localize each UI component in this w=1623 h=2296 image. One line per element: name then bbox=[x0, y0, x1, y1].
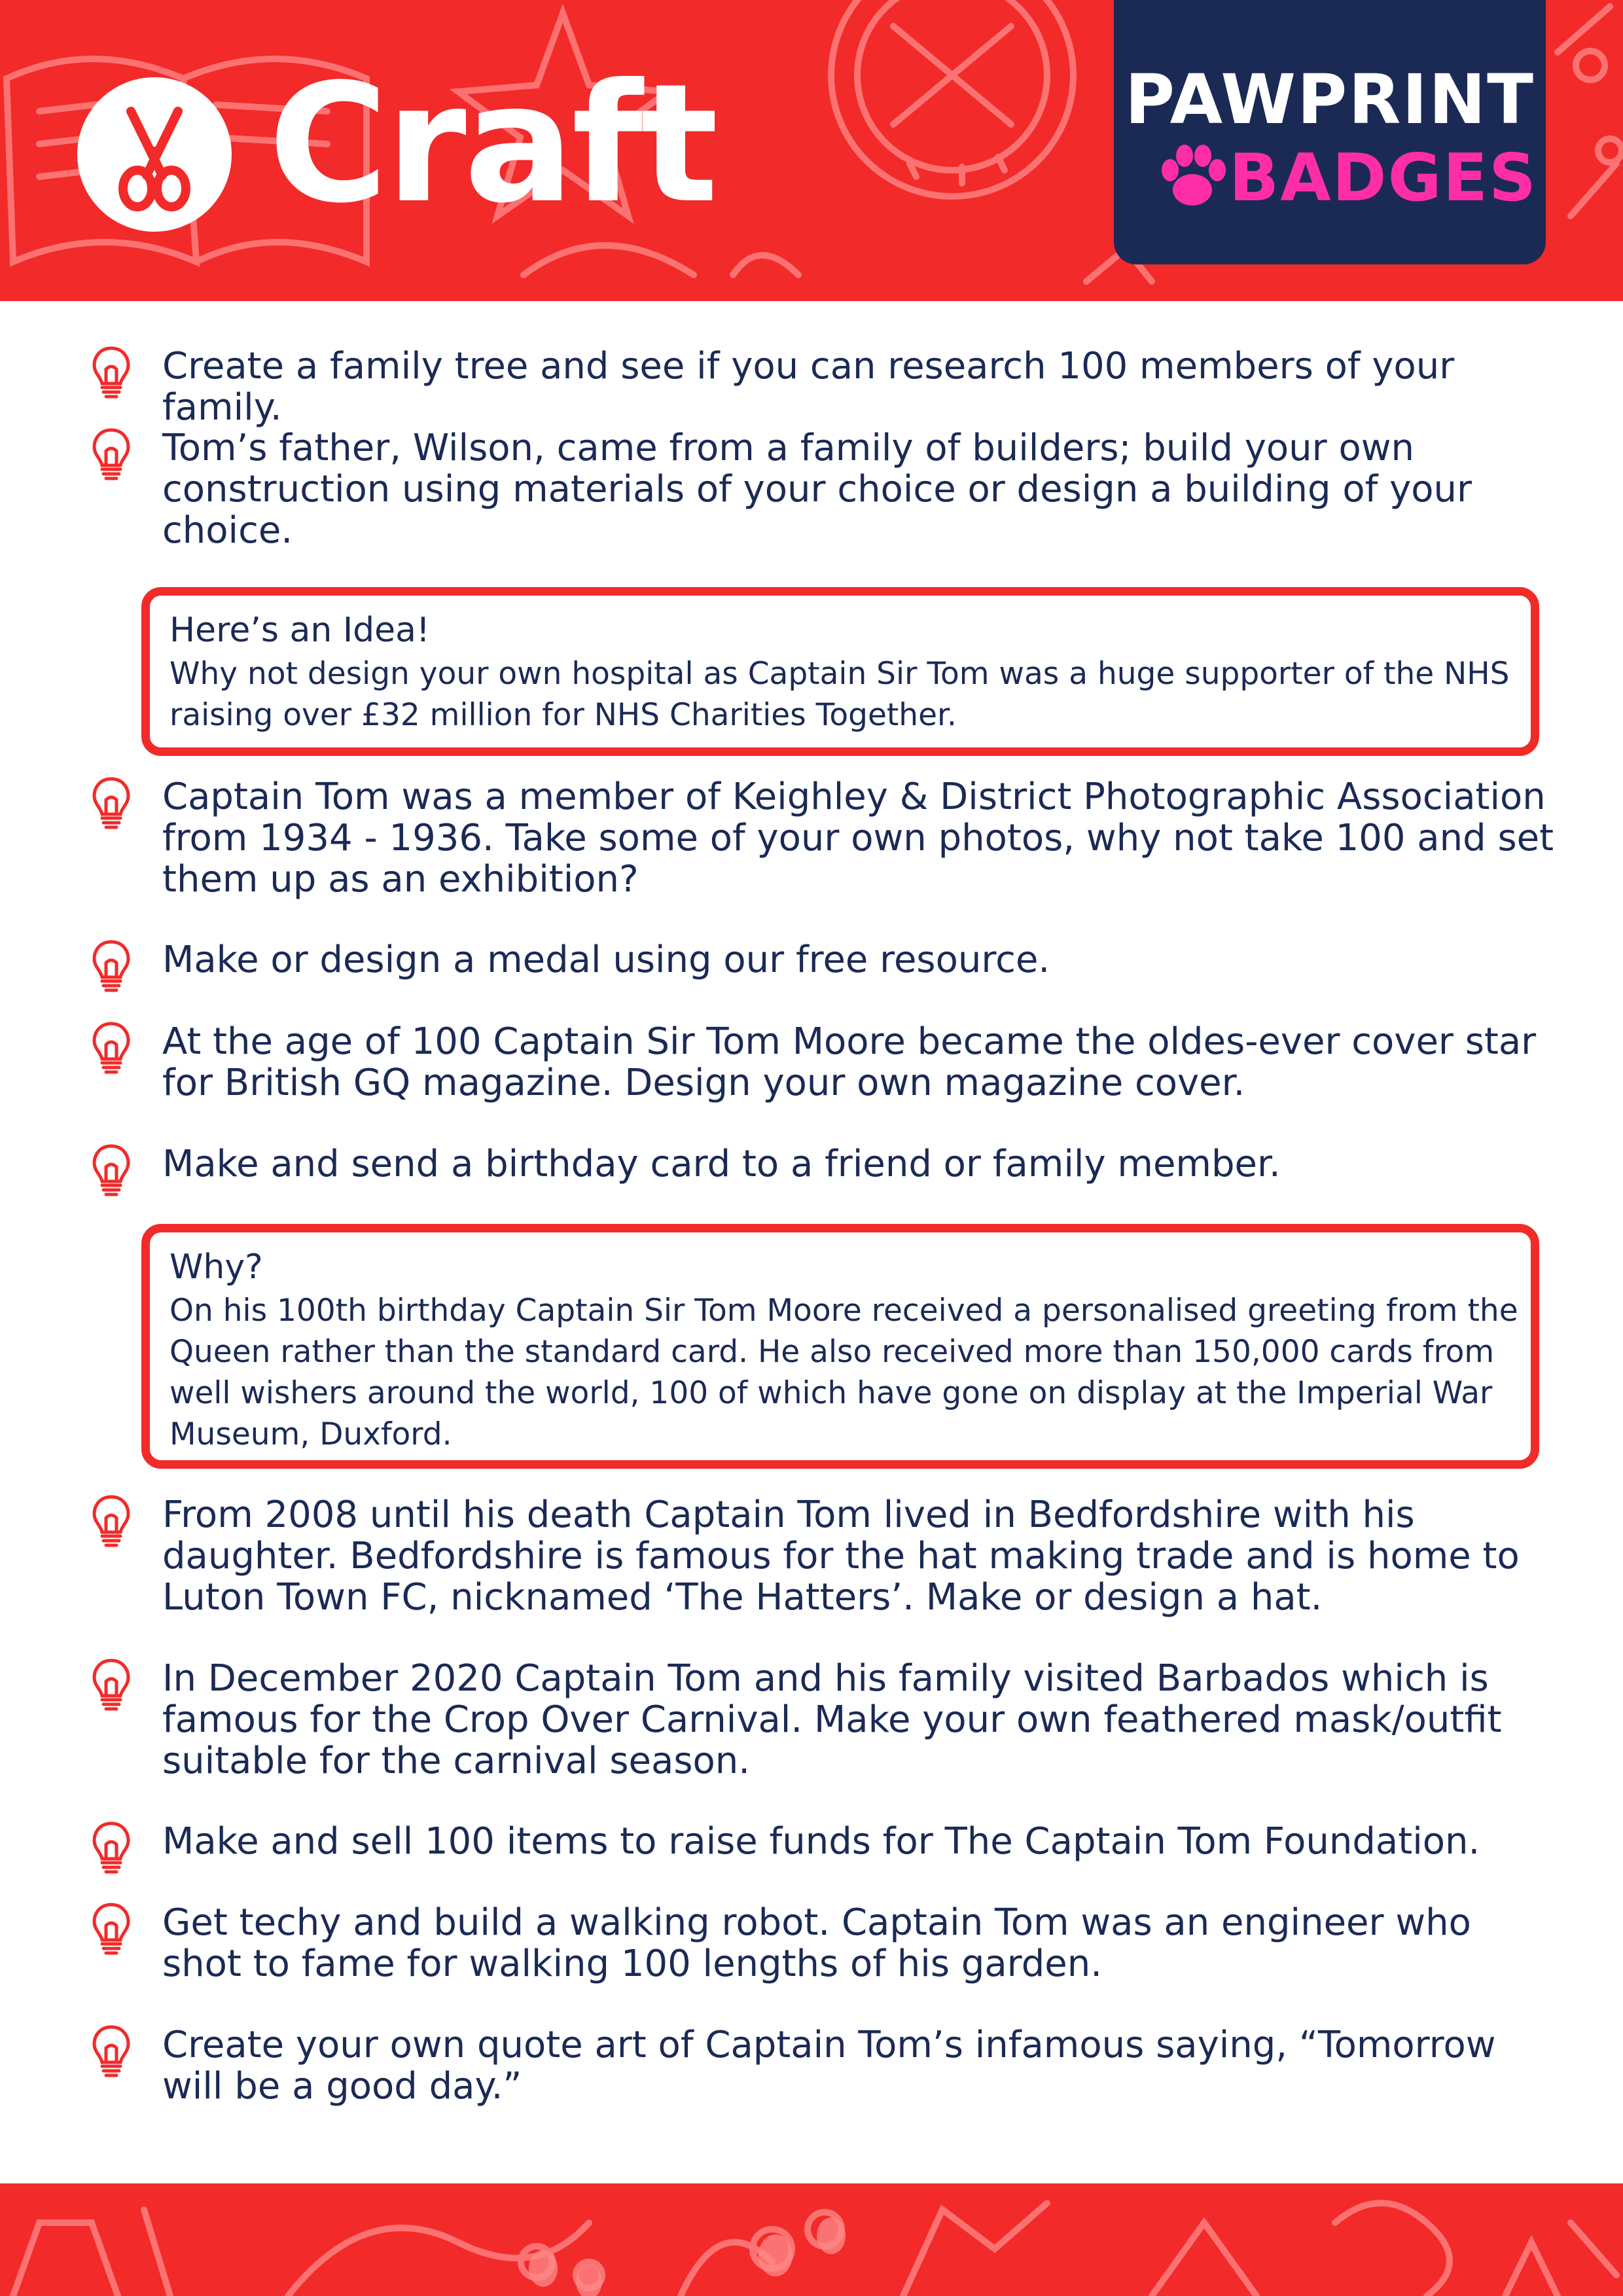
scissors-icon bbox=[77, 77, 232, 232]
lightbulb-icon bbox=[90, 1143, 132, 1198]
why-callout bbox=[141, 1224, 1539, 1469]
callout-title: Why? bbox=[169, 1247, 263, 1287]
item-text: Captain Tom was a member of Keighley & District Photographic Association from 1934 - 1936. Take some of your own photos, why not take 100 and set them up as an exhibition? bbox=[162, 776, 1554, 901]
item-text: Make or design a medal using our free resource. bbox=[162, 939, 1050, 981]
logo-wordmark-bottom: BADGES bbox=[1229, 139, 1538, 216]
item-text: In December 2020 Captain Tom and his family visited Barbados which is famous for the Crop Over Carnival. Make your own feathered mask/outfit suitable for the carnival season. bbox=[162, 1657, 1502, 1782]
logo-wordmark-top: PAWPRINT bbox=[1124, 60, 1535, 139]
lightbulb-icon bbox=[90, 1821, 132, 1876]
lightbulb-icon bbox=[90, 1658, 132, 1713]
item-text: Create your own quote art of Captain Tom’s infamous saying, “Tomorrow will be a good day.” bbox=[162, 2024, 1496, 2108]
item-text: Make and sell 100 items to raise funds for The Captain Tom Foundation. bbox=[162, 1820, 1480, 1863]
lightbulb-icon bbox=[90, 427, 132, 482]
item-text: From 2008 until his death Captain Tom lived in Bedfordshire with his daughter. Bedfordshire is famous for the hat making trade and is home to Luton Town FC, nicknamed ‘The Hatters’. Make or design a hat. bbox=[162, 1494, 1520, 1619]
page-title: Craft bbox=[268, 48, 716, 239]
lightbulb-icon bbox=[90, 2024, 132, 2079]
item-text: Create a family tree and see if you can research 100 members of your family. bbox=[162, 345, 1455, 429]
callout-body: On his 100th birthday Captain Sir Tom Moore received a personalised greeting from the Queen rather than the standard card. He also received more than 150,000 cards from well wishers around the world, 100 of which have gone on display at the Imperial War Museum, Duxford. bbox=[169, 1293, 1518, 1452]
item-text: Tom’s father, Wilson, came from a family of builders; build your own construction using materials of your choice or design a building of your choice. bbox=[162, 427, 1472, 552]
lightbulb-icon bbox=[90, 1902, 132, 1957]
callout-title: Here’s an Idea! bbox=[169, 611, 430, 650]
footer-doodle-background bbox=[0, 2183, 1623, 2296]
header-banner bbox=[0, 0, 1623, 301]
item-text: At the age of 100 Captain Sir Tom Moore became the oldes-ever cover star for British GQ magazine. Design your own magazine cover. bbox=[162, 1020, 1537, 1104]
callout-body: Why not design your own hospital as Captain Sir Tom was a huge supporter of the NHS raising over £32 million for NHS Charities Together. bbox=[169, 656, 1510, 733]
lightbulb-icon bbox=[90, 346, 132, 401]
idea-callout bbox=[141, 587, 1539, 756]
item-text: Get techy and build a walking robot. Captain Tom was an engineer who shot to fame for walking 100 lengths of his garden. bbox=[162, 1901, 1471, 1985]
item-text: Make and send a birthday card to a friend or family member. bbox=[162, 1143, 1281, 1185]
lightbulb-icon bbox=[90, 1021, 132, 1076]
lightbulb-icon bbox=[90, 939, 132, 994]
lightbulb-icon bbox=[90, 776, 132, 831]
pawprint-badges-logo bbox=[1114, 0, 1546, 264]
paw-icon bbox=[1156, 141, 1228, 213]
lightbulb-icon bbox=[90, 1494, 132, 1549]
footer-banner bbox=[0, 2183, 1623, 2296]
